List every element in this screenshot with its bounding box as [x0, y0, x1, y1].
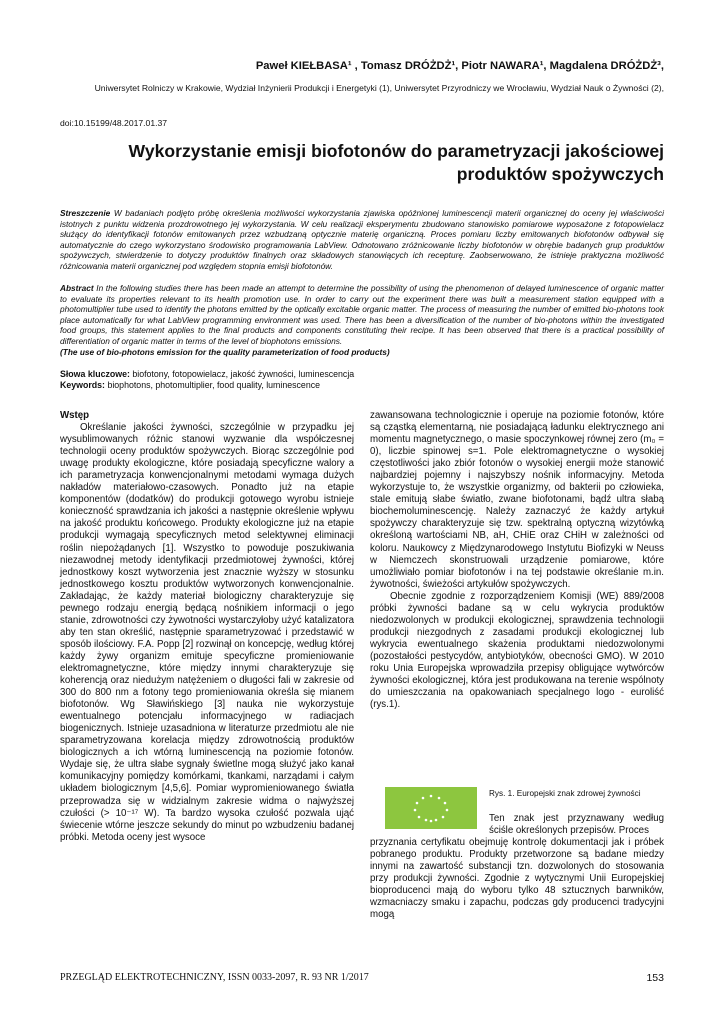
streszczenie: [60, 208, 664, 272]
right-column-bottom: [370, 837, 664, 921]
journal-info: PRZEGLĄD ELEKTROTECHNICZNY, ISSN 0033-2097, R. 93 NR 1/2017: [60, 972, 369, 983]
page-number: 153: [646, 972, 664, 984]
doi[interactable]: doi:10.15199/48.2017.01.37: [60, 118, 168, 128]
streszczenie-text: W badaniach podjęto próbę określenia możliwości wykorzystania zjawiska opóźnionej luminescencji materii organicznej do oceny jej właściwości istotnych z punktu widzenia prozdrowotnego jej wykorzystania. W celu realizacji eksperymentu zbudowano stanowisko pomiarowe wyposażone z fotopowielacz służący do identyfikacji fotonów emitowanych przez wzbudzaną optycznie materię organiczną. Proces pomiaru liczby emitowanych biofotonów odbywał się automatycznie do czego wykorzystano środowisko programowania LabView. Odnotowano zróżnicowanie liczby biofotonów w obrębie badanych grup produktów spożywczych, stwierdzenie to dotyczy produktów finalnych oraz składowych stanowiących ich recepturę. Zaobserwowano, że istnieje praktyczna możliwość różnicowania materii organicznej pod względem stopnia emisji biofotonów.: [60, 208, 664, 271]
section-heading: Wstęp: [60, 410, 90, 421]
left-paragraph: Określanie jakości żywności, szczególnie w przypadku jej wysublimowanych różnic stanowi wyzwanie dla współczesnej technologii oceny produktów spożywczych. Biorąc szczególnie pod uwagę produkty ekologiczne, które posiadają specyficzne walory a ich parametryzacja konwencjonalnymi metodami wymaga dużych nakładów materiałowo-czasowych. Ponadto już na etapie komponentów (dodatków) do produkcji gotowego wyrobu istnieje konieczność sprawdzania ich jakości a następnie określenie wpływu na jakość produktu końcowego. Produkty ekologiczne już na etapie produkcji wymagają specyficznych metod selektywnej eliminacji roślin niepożądanych [1]. Wszystko to powoduje poszukiwania niezawodnej metody identyfikacji przedmiotowej żywności, której jednostkowy koszt wytworzenia jest znacznie wyższy w stosunku jednostkowego kosztu produktów wytworzonych konwencjonalnie. Zakładając, że każdy materiał biologiczny charakteryzuje się pewnego rodzaju energią będącą nośnikiem informacji o jego stanie, zdrowotności czy żywotności wystarczyłoby użyć katalizatora aby ten stan określić, następnie sparametryzować i przedstawić w sposób ilościowy. F.A. Popp [2] rozwinął on koncepcję, według której każdy żywy organizm emituje specyficzne promieniowanie elektromagnetyczne, które między innymi charakteryzuje się koherencją oraz niedużym natężeniem o długości fali w zakresie od 300 do 800 nm a fotony tego promieniowania określa się mianem biofotonów. Wg Sławińskiego [3] nauka nie wykorzystuje ewentualnego potencjału informacyjnego w radiacjach biogenicznych. Istnieje uzasadniona w literaturze przedmiotu ale nie sparametryzowana korelacja między zdrowotnością produktów biologicznych a ich wtórną luminescencją na poziomie fotonów. Wydaje się, że ultra słabe sygnały świetlne mogą służyć jako kanał komunikacyjny pomiędzy komórkami, tkankami, narządami i całym układem biologicznym [4,5,6]. Pomiar wypromieniowanego światła przeprowadza się w widzialnym zakresie widma o najwyższej czułości (> 10⁻¹⁷ W). Ta bardzo wysoka czułość pozwala ująć świecenie wtórne jeszcze sekundy do minut po wzbudzeniu badanej próbki. Metoda oceny jest wysoce: [60, 422, 354, 843]
right-column-top: [370, 410, 664, 711]
streszczenie-label: Streszczenie: [60, 208, 111, 218]
keywords: [60, 369, 354, 391]
abstract-label: Abstract: [60, 283, 94, 293]
right-column-side: [489, 813, 664, 837]
left-column: [60, 410, 354, 844]
affiliation: Uniwersytet Rolniczy w Krakowie, Wydział Inżynierii Produkcji i Energetyki (1), Uniwersytet Przyrodniczy we Wrocławiu, Wydział Nauk o Żywności (2),: [94, 83, 664, 93]
leaf-stars-icon: [401, 793, 461, 823]
abstract-english-title: (The use of bio-photons emission for the quality parameterization of food products): [60, 346, 390, 357]
right-paragraph-3b: przyznania certyfikatu obejmuję kontrolę dokumentacji jak i próbek pobranego produktu. Produkty przetworzone są badane miedzy innymi na zawartość substancji tzn. dozwolonych do stosowania przy produkcji żywności. Zgodnie z wytycznymi Unii Europejskiej bioproducenci mają do wyboru tylko 48 sztucznych barwników, wzmacniaczy smaku i zapachu, podczas gdy producenci tradycyjni mogą: [370, 837, 664, 921]
abstract-text: In the following studies there has been made an attempt to determine the possibility of using the phenomenon of delayed luminescence of organic matter to evaluate its properties relevant to its health promotion use. In order to carry out the experiment there was built a measurement station equipped with a photomultiplier tube used to identify the photons emitted by the optically excitable organic matter. The process of measuring the number of emitted bio-photons took place automatically for what LabView programming environment was used. There has been a diversification of the number of bio-photons within the investigated food groups, this statement applies to the final products and components constituting their recipe. It has been observed that there is a practical possibility of differentiation of organic matter in terms of the level of biophotons emissions.: [60, 283, 664, 346]
right-paragraph-1: zawansowana technologicznie i operuje na poziomie fotonów, które są cząstką elementarną, nie posiadającą ładunku elektrycznego ani momentu magnetycznego, o masie spoczynkowej równej zero (m₀ = 0), liczbie spinowej s=1. Pole elektromagnetyczne o wysokiej częstotliwości jako zbiór fotonów o wysokiej energii może stanowić najbardziej pojemny i najszybszy nośnik informacyjny. Metoda wykorzystuje to, że wszystkie organizmy, od bakterii po człowieka, stale emitują słabe światło, zwane biofotonami, bądź ultra słabą biochemoluminescencję. Należy zaznaczyć że każdy artykuł spożywczy charakteryzuje się tzw. spektralną optyczną wizytówką określoną wartościami NB, aH, CHiE oraz CHiH w zależności od koloru. Naukowcy z Międzynarodowego Instytutu Biofizyki w Neuss w Niemczech skonstruowali urządzenie pomiarowe, które umożliwiało pomiar biofotonów i na tej podstawie określanie m.in. żywotności, świeżości artykułów spożywczych.: [370, 410, 664, 590]
figure-caption: Rys. 1. Europejski znak zdrowej żywności: [489, 789, 641, 798]
keywords-en-label: Keywords:: [60, 380, 105, 390]
keywords-pl-label: Słowa kluczowe:: [60, 369, 130, 379]
right-paragraph-3a: Ten znak jest przyznawany według ściśle określonych przepisów. Proces: [489, 813, 664, 837]
eu-organic-logo: [385, 787, 477, 829]
authors: Paweł KIEŁBASA¹ , Tomasz DRÓŻDŻ¹, Piotr NAWARA¹, Magdalena DRÓŻDŻ³,: [255, 60, 664, 72]
paper-title: Wykorzystanie emisji biofotonów do parametryzacji jakościowej produktów spożywczych: [128, 141, 664, 184]
right-paragraph-2: Obecnie zgodnie z rozporządzeniem Komisji (WE) 889/2008 próbki żywności badane są w celu wykrycia produktów niedozwolonych w produkcji ekologicznej, sprawdzenia technologii produkcji niezgodnych z zasadami produkcji ekologicznej lub wykrycia ewentualnego skażenia produktami niedozwolonymi (pozostałości pestycydów, antybiotyków, obecności GMO). W 2010 roku Unia Europejska wprowadziła przepisy obligujące wytwórców żywności ekologicznej, która jest produkowana na terenie wspólnoty do umieszczania na opakowaniach specjalnego logo - euroliść (rys.1).: [370, 590, 664, 711]
page-footer: [60, 972, 664, 983]
abstract: [60, 283, 664, 357]
keywords-en-text: biophotons, photomultiplier, food quality, luminescence: [107, 380, 320, 390]
keywords-pl-text: biofotony, fotopowielacz, jakość żywności, luminescencja: [132, 369, 355, 379]
